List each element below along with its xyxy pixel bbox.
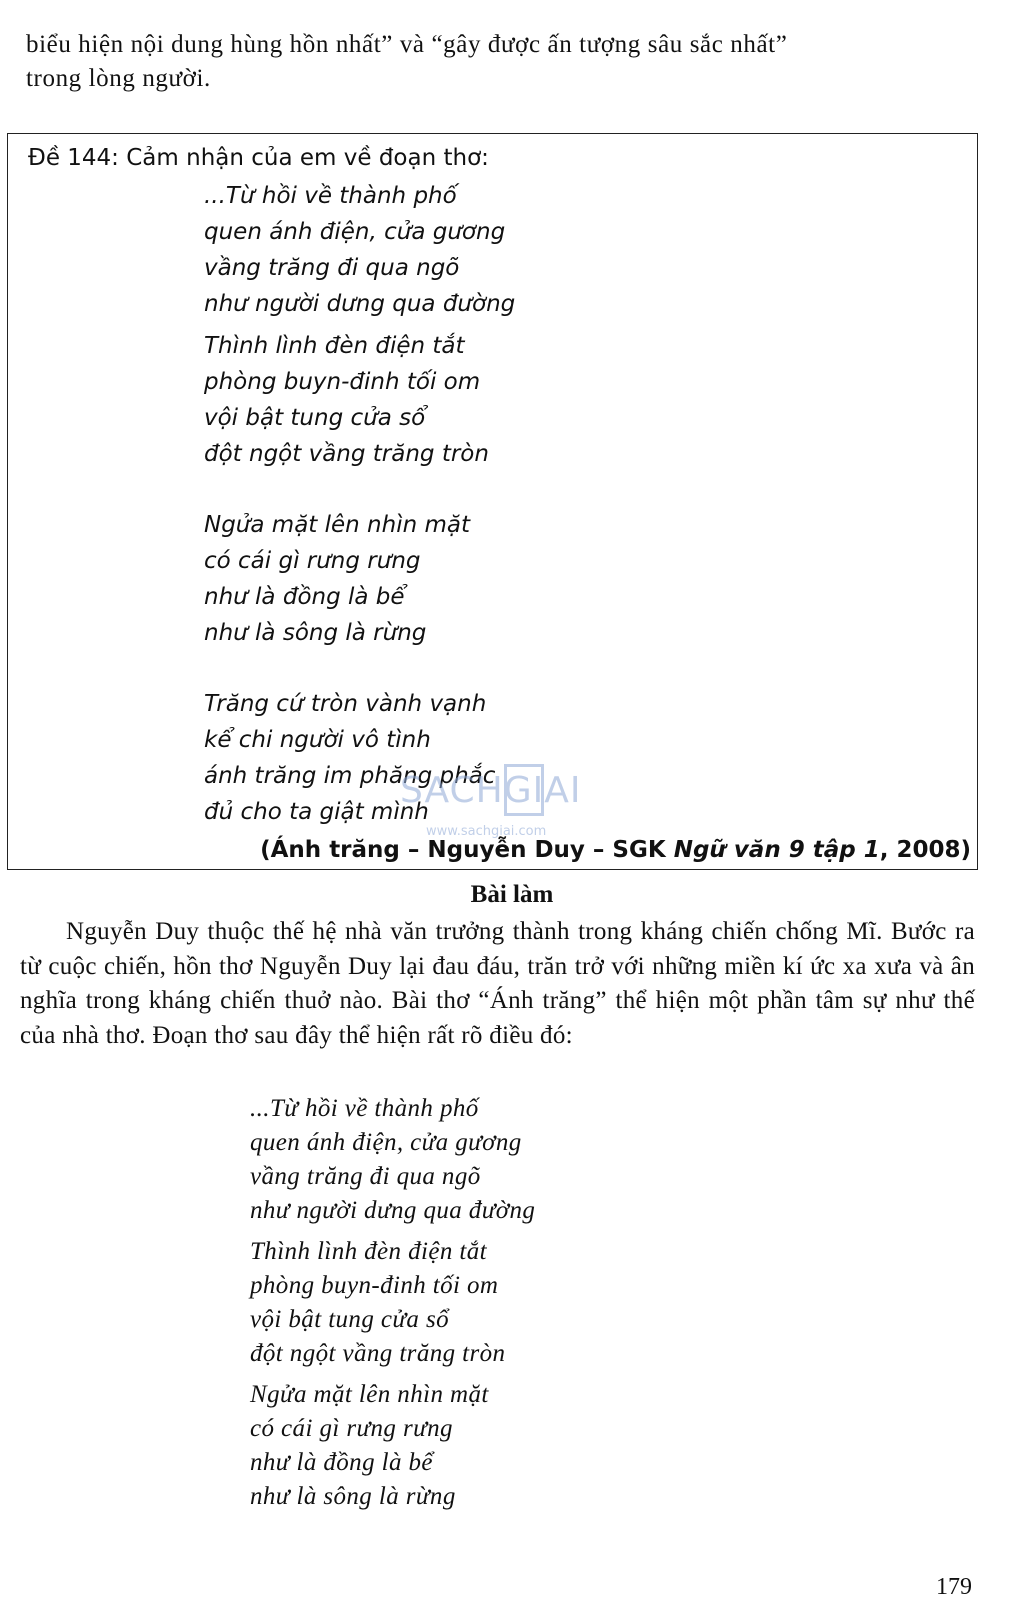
poem-line: kể chi người vô tình xyxy=(204,727,431,753)
poem-line: vội bật tung cửa sổ xyxy=(250,1306,449,1333)
poem-line: Ngửa mặt lên nhìn mặt xyxy=(204,512,470,538)
poem-line: đủ cho ta giật mình xyxy=(204,799,429,825)
page-number: 179 xyxy=(936,1574,972,1600)
prompt-title: Đề 144: Cảm nhận của em về đoạn thơ: xyxy=(28,145,489,171)
poem-line: vội bật tung cửa sổ xyxy=(204,405,426,431)
intro-text xyxy=(26,28,976,96)
poem-line: đột ngột vầng trăng tròn xyxy=(204,441,489,467)
answer-heading: Bài làm xyxy=(470,881,554,908)
intro-line-1: biểu hiện nội dung hùng hồn nhất” và “gây được ấn tượng sâu sắc nhất” xyxy=(26,31,788,58)
poem-line: có cái gì rưng rưng xyxy=(250,1415,453,1442)
poem-line: đột ngột vầng trăng tròn xyxy=(250,1340,506,1367)
answer-poem xyxy=(250,1092,535,1514)
poem-line: phòng buyn-đinh tối om xyxy=(250,1272,499,1299)
watermark-url: www.sachgiai.com xyxy=(426,824,547,839)
poem-line: vầng trăng đi qua ngõ xyxy=(204,255,460,281)
poem-citation xyxy=(260,834,971,866)
poem-line: có cái gì rưng rưng xyxy=(204,548,421,574)
poem-line: ...Từ hồi về thành phố xyxy=(204,183,457,209)
poem-line: Thình lình đèn điện tắt xyxy=(204,333,465,359)
poem-line: như là đồng là bể xyxy=(250,1449,433,1476)
poem-line: như người dưng qua đường xyxy=(204,291,516,317)
poem-line: ánh trăng im phăng phắc xyxy=(204,763,496,789)
citation-book: Ngữ văn 9 tập 1 xyxy=(673,837,880,863)
poem-line: quen ánh điện, cửa gương xyxy=(204,219,506,245)
poem-line: như người dưng qua đường xyxy=(250,1197,536,1224)
citation-prefix: (Ánh trăng – Nguyễn Duy – SGK xyxy=(260,837,674,863)
prompt-box xyxy=(7,133,978,870)
watermark-brand: SACHGIAI xyxy=(400,770,582,811)
poem-line: Ngửa mặt lên nhìn mặt xyxy=(250,1381,489,1408)
poem-line: quen ánh điện, cửa gương xyxy=(250,1129,522,1156)
poem-line: như là đồng là bể xyxy=(204,584,405,610)
poem-line: phòng buyn-đinh tối om xyxy=(204,369,481,395)
poem-line: Trăng cứ tròn vành vạnh xyxy=(204,691,487,717)
answer-paragraph: Nguyễn Duy thuộc thế hệ nhà văn trưởng thành trong kháng chiến chống Mĩ. Bước ra từ cuộc chiến, hồn thơ Nguyễn Duy lại đau đáu, trăn trở với những miền kí ức xa xưa và ân nghĩa trong kháng chiến thuở nào. Bài thơ “Ánh trăng” thể hiện một phần tâm sự như thế của nhà thơ. Đoạn thơ sau đây thể hiện rất rõ điều đó: xyxy=(20,918,975,1049)
prompt-poem xyxy=(204,178,515,830)
citation-suffix: , 2008) xyxy=(879,837,971,863)
poem-line: ...Từ hồi về thành phố xyxy=(250,1095,479,1122)
poem-line: vầng trăng đi qua ngõ xyxy=(250,1163,481,1190)
poem-line: như là sông là rừng xyxy=(204,620,427,646)
poem-line: như là sông là rừng xyxy=(250,1483,456,1510)
poem-line: Thình lình đèn điện tắt xyxy=(250,1238,487,1265)
intro-line-2: trong lòng người. xyxy=(26,65,211,92)
